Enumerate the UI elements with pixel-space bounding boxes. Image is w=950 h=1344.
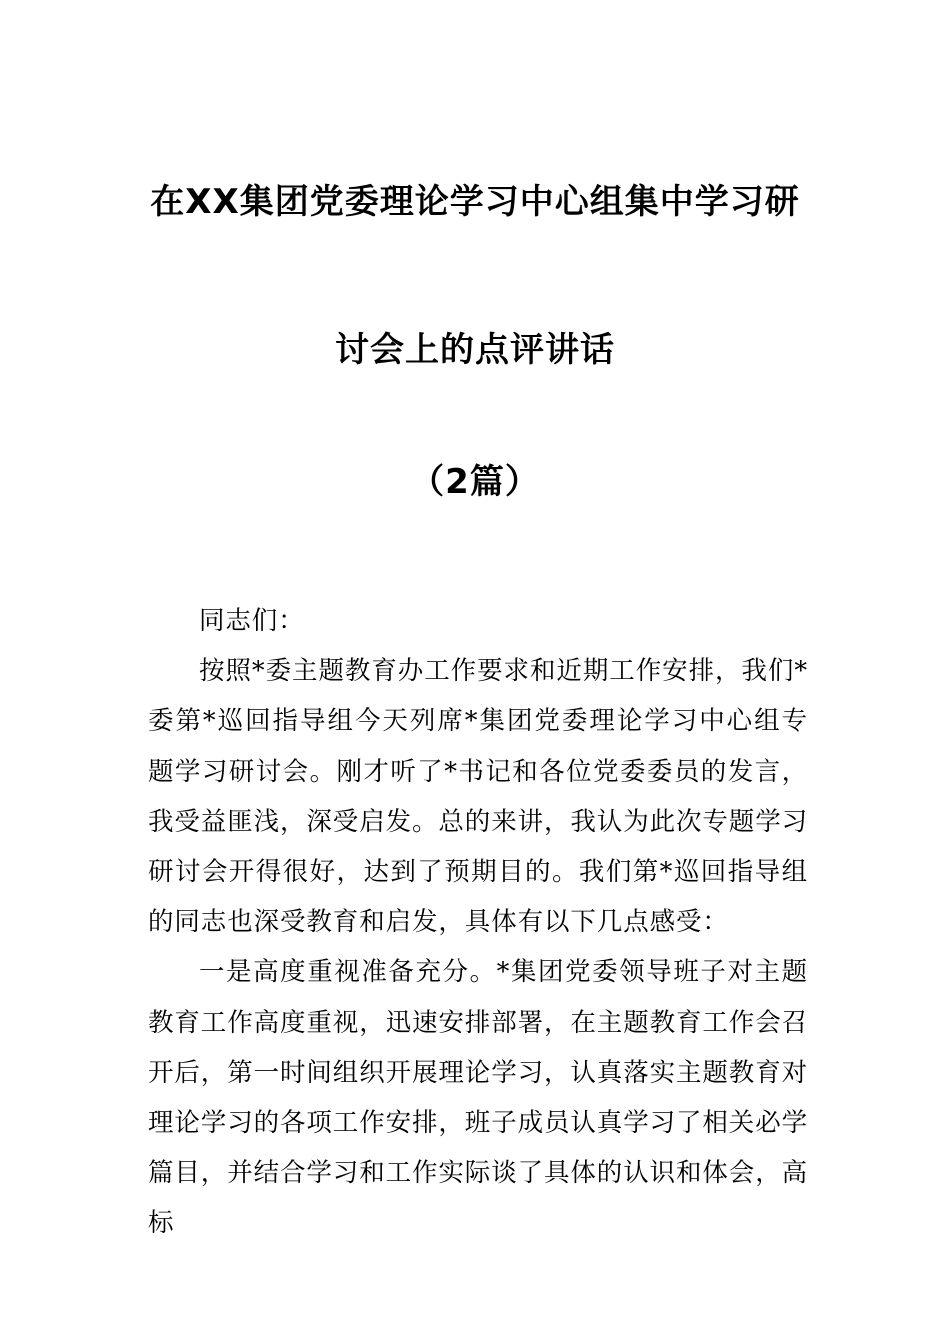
document-title-line-2: 讨会上的点评讲话 bbox=[335, 330, 615, 370]
salutation-paragraph: 同志们： bbox=[199, 606, 305, 636]
document-title-line-1: 在XX集团党委理论学习中心组集中学习研 bbox=[150, 182, 800, 222]
document-body bbox=[148, 596, 808, 1249]
body-paragraph: 一是高度重视准备充分。*集团党委领导班子对主题教育工作高度重视，迅速安排部署，在主题教育工作会召开后，第一时间组织开展理论学习，认真落实主题教育对理论学习的各项工作安排，班子成员认真学习了相关必学篇目，并结合学习和工作实际谈了具体的认识和体会，高标 bbox=[148, 957, 809, 1239]
body-paragraph: 按照*委主题教育办工作要求和近期工作安排，我们*委第*巡回指导组今天列席*集团党委理论学习中心组专题学习研讨会。刚才听了*书记和各位党委委员的发言，我受益匪浅，深受启发。总的来讲，我认为此次专题学习研讨会开得很好，达到了预期目的。我们第*巡回指导组的同志也深受教育和启发，具体有以下几点感受： bbox=[148, 656, 809, 938]
document-title-count: （2篇） bbox=[410, 462, 540, 502]
